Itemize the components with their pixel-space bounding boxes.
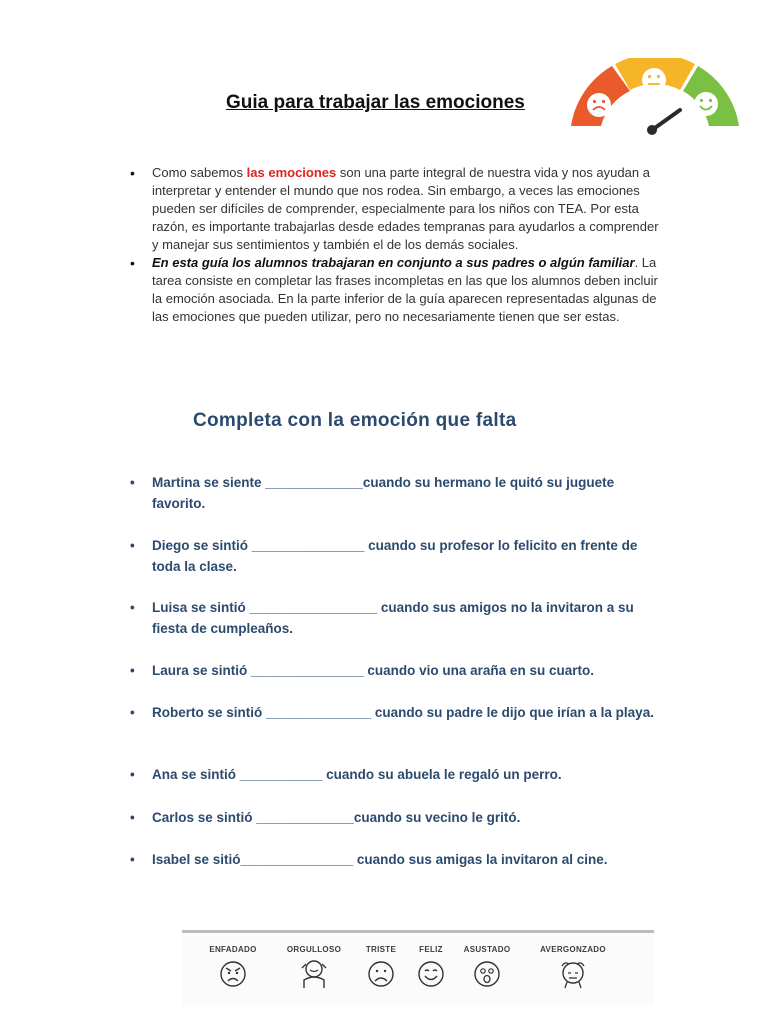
intro-paragraph: • Como sabemos las emociones son una parte integral de nuestra vida y nos ayudan a interpretar y entender el mundo que nos rodea. Sin embargo, a veces las emociones pueden ser difíciles de comprender, especialmente para los niños con TEA. Por esta razón, es importante trabajarlas desde edades tempranas para ayudarlos a comprender y manejar sus sentimientos y también el de los demás sociales. xyxy=(130,164,660,254)
exercise-item: • Luisa se sintió _________________ cuando sus amigos no la invitaron a su fiesta de cumpleaños. xyxy=(130,597,665,639)
emotions-strip xyxy=(182,930,654,1005)
proud-face-icon xyxy=(298,958,330,990)
exercise-item: • Ana se sintió ___________ cuando su abuela le regaló un perro. xyxy=(130,764,665,785)
exercise-item: • Martina se siente _____________cuando su hermano le quitó su juguete favorito. xyxy=(130,472,665,514)
exercise-item: • Isabel se sitió_______________ cuando sus amigas la invitaron al cine. xyxy=(130,849,665,870)
page-title: Guia para trabajar las emociones xyxy=(226,92,525,113)
angry-face-icon xyxy=(217,958,249,990)
emotion-proud: ORGULLOSO xyxy=(279,945,349,990)
exercise-item: • Roberto se sintió ______________ cuando su padre le dijo que irían a la playa. xyxy=(130,702,665,723)
emotions-highlight: las emociones xyxy=(246,165,337,180)
intro-list xyxy=(130,164,660,326)
section-heading: Completa con la emoción que falta xyxy=(193,410,517,431)
exercise-item: • Laura se sintió _______________ cuando vio una araña en su cuarto. xyxy=(130,660,665,681)
exercise-item: • Carlos se sintió _____________cuando su vecino le gritó. xyxy=(130,807,665,828)
emotion-ashamed: AVERGONZADO xyxy=(538,945,608,990)
exercise-item: • Diego se sintió _______________ cuando su profesor lo felicito en frente de toda la clase. xyxy=(130,535,665,577)
emotion-sad: TRISTE xyxy=(346,945,416,990)
emotion-gauge-icon xyxy=(568,58,742,138)
happy-face-icon xyxy=(415,958,447,990)
emotion-happy: FELIZ xyxy=(396,945,466,990)
emotion-scared: ASUSTADO xyxy=(452,945,522,990)
emotion-angry: ENFADADO xyxy=(198,945,268,990)
sad-face-icon xyxy=(365,958,397,990)
instructions-paragraph: • En esta guía los alumnos trabajaran en conjunto a sus padres o algún familiar. La tarea consiste en completar las frases incompletas en las que los alumnos deben incluir la emoción asociada. En la parte inferior de la guía aparecen representadas algunas de las emociones que pueden utilizar, pero no necesariamente tienen que ser estas. xyxy=(130,254,660,326)
scared-face-icon xyxy=(471,958,503,990)
ashamed-face-icon xyxy=(557,958,589,990)
